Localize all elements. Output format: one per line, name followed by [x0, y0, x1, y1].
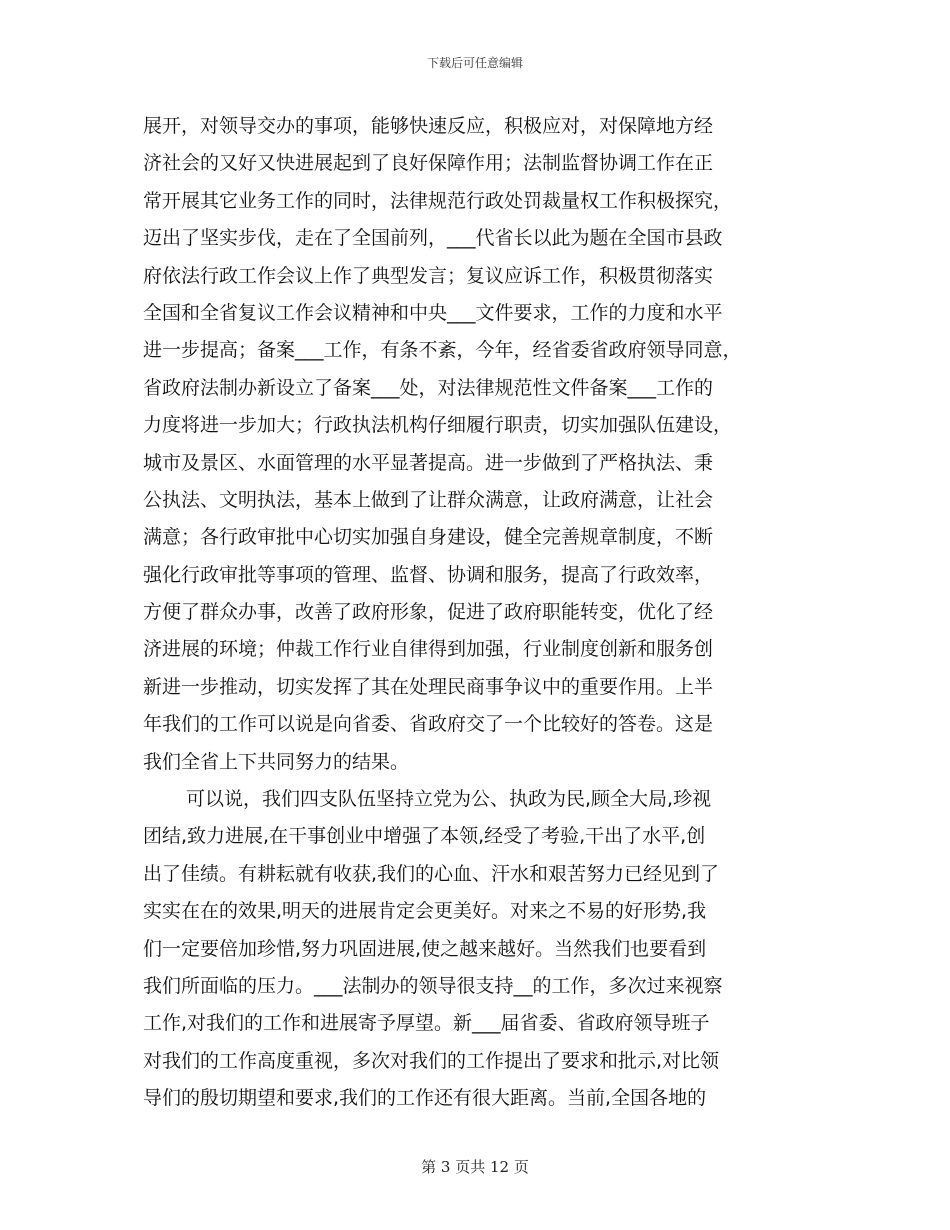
text-line: 城市及景区、水面管理的水平显著提高。进一步做到了严格执法、秉: [143, 451, 714, 474]
text-line: 公执法、文明执法，基本上做到了让群众满意，让政府满意，让社会: [143, 488, 714, 511]
text-line: 年我们的工作可以说是向省委、省政府交了一个比较好的答卷。这是: [143, 713, 714, 736]
text-line: 新进一步推动，切实发挥了其在处理民商事争议中的重要作用。上半: [143, 675, 714, 698]
text-line: 团结,致力进展,在干事创业中增强了本领,经受了考验,干出了水平,创: [143, 825, 706, 848]
text-line: 济进展的环境；仲裁工作行业自律得到加强，行业制度创新和服务创: [143, 638, 714, 661]
text-line: 工作,对我们的工作和进展寄予厚望。新___届省委、省政府领导班子: [143, 1012, 710, 1035]
text-line: 满意；各行政审批中心切实加强自身建设，健全完善规章制度，不断: [143, 526, 714, 549]
body-text: [143, 108, 807, 1118]
text-line: 力度将进一步加大；行政执法机构仔细履行职责，切实加强队伍建设，: [143, 414, 733, 437]
text-line: 展开，对领导交办的事项，能够快速反应，积极应对，对保障地方经: [143, 115, 714, 137]
header-note: 下载后可任意编辑: [426, 56, 523, 70]
text-line: 济社会的又好又快进展起到了良好保障作用；法制监督协调工作在正: [143, 152, 714, 175]
page-number: 第 3 页共 12 页: [421, 1158, 529, 1176]
text-line: 进一步提高；备案___工作，有条不紊，今年，经省委省政府领导同意，: [143, 339, 742, 362]
text-line: 方便了群众办事，改善了政府形象，促进了政府职能转变，优化了经: [143, 601, 714, 624]
text-line: 出了佳绩。有耕耘就有收获,我们的心血、汗水和艰苦努力已经见到了: [143, 862, 720, 885]
text-line: 府依法行政工作会议上作了典型发言；复议应诉工作，积极贯彻落实: [143, 264, 714, 287]
paragraph-start-line: 可以说，我们四支队伍坚持立党为公、执政为民,顾全大局,珍视: [186, 788, 712, 811]
text-line: 实实在在的效果,明天的进展肯定会更美好。对来之不易的好形势,我: [143, 900, 707, 923]
text-line: 全国和全省复议工作会议精神和中央___文件要求，工作的力度和水平: [143, 301, 723, 324]
text-line: 对我们的工作高度重视，多次对我们的工作提出了要求和批示,对比领: [143, 1049, 720, 1072]
text-line: 我们所面临的压力。___法制办的领导很支持__的工作，多次过来视察: [143, 974, 723, 997]
text-line: 强化行政审批等事项的管理、监督、协调和服务，提高了行政效率，: [143, 563, 714, 586]
text-line: 我们全省上下共同努力的结果。: [143, 750, 410, 773]
text-line: 们一定要倍加珍惜,努力巩固进展,使之越来越好。当然我们也要看到: [143, 937, 707, 960]
text-line: 省政府法制办新设立了备案___处，对法律规范性文件备案___工作的: [143, 376, 714, 399]
text-line: 常开展其它业务工作的同时，法律规范行政处罚裁量权工作积极探究，: [143, 189, 733, 212]
text-line: 导们的殷切期望和要求,我们的工作还有很大距离。当前,全国各地的: [143, 1087, 707, 1110]
text-line: 迈出了坚实步伐，走在了全国前列，___代省长以此为题在全国市县政: [143, 227, 723, 250]
